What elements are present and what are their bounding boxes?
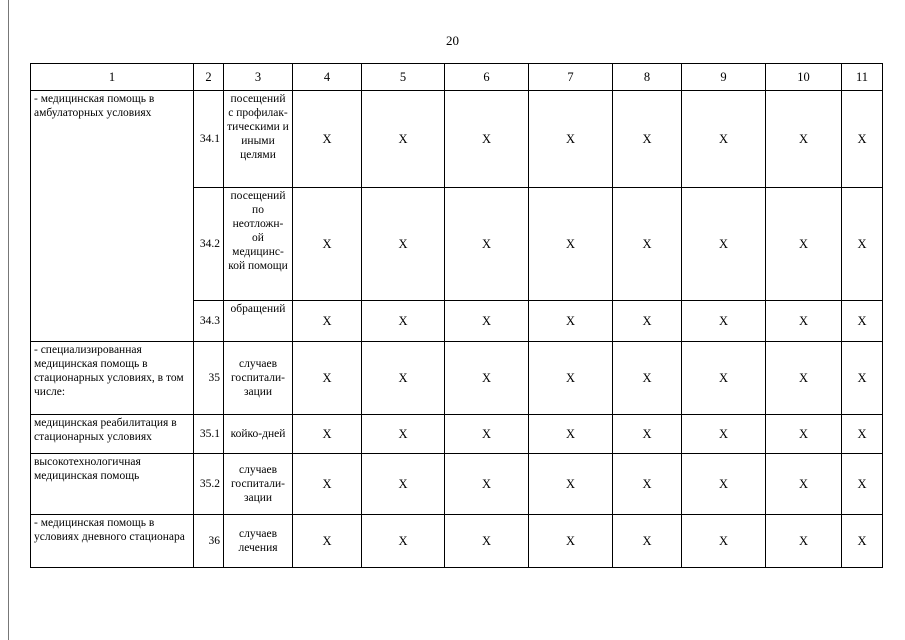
value-cell: Х: [362, 515, 445, 568]
row-unit-cell: случаев лечения: [224, 515, 293, 568]
row-unit-cell: случаев госпитали-зации: [224, 454, 293, 515]
value-cell: Х: [362, 91, 445, 188]
table-row: [31, 342, 883, 415]
table-row: [31, 454, 883, 515]
value-cell: Х: [529, 301, 613, 342]
value-cell: Х: [529, 91, 613, 188]
row-name-cell: медицинская реабилитация в стационарных условиях: [31, 415, 194, 454]
row-number-cell: 34.1: [194, 91, 224, 188]
value-cell: Х: [613, 515, 682, 568]
table-row: [31, 515, 883, 568]
row-unit-cell: посещений по неотложн-ой медицинс-кой помощи: [224, 188, 293, 301]
value-cell: Х: [445, 301, 529, 342]
value-cell: Х: [682, 301, 766, 342]
value-cell: Х: [613, 415, 682, 454]
row-number-cell: 34.3: [194, 301, 224, 342]
value-cell: Х: [682, 342, 766, 415]
row-name-cell: - специализированная медицинская помощь в стационарных условиях, в том числе:: [31, 342, 194, 415]
value-cell: Х: [682, 454, 766, 515]
value-cell: Х: [293, 91, 362, 188]
value-cell: Х: [529, 515, 613, 568]
value-cell: Х: [682, 91, 766, 188]
row-number-cell: 34.2: [194, 188, 224, 301]
value-cell: Х: [766, 188, 842, 301]
value-cell: Х: [362, 188, 445, 301]
column-header: 6: [445, 64, 529, 91]
value-cell: Х: [362, 415, 445, 454]
value-cell: Х: [842, 454, 883, 515]
column-header: 3: [224, 64, 293, 91]
row-number-cell: 36: [194, 515, 224, 568]
value-cell: Х: [445, 454, 529, 515]
value-cell: Х: [766, 415, 842, 454]
value-cell: Х: [766, 515, 842, 568]
row-number-cell: 35.1: [194, 415, 224, 454]
row-number-cell: 35.2: [194, 454, 224, 515]
value-cell: Х: [362, 454, 445, 515]
table-row: [31, 91, 883, 188]
value-cell: Х: [842, 301, 883, 342]
value-cell: Х: [362, 301, 445, 342]
column-header: 1: [31, 64, 194, 91]
value-cell: Х: [766, 301, 842, 342]
value-cell: Х: [613, 91, 682, 188]
column-header: 5: [362, 64, 445, 91]
table-row: [31, 415, 883, 454]
page-left-edge: [8, 0, 9, 640]
value-cell: Х: [766, 342, 842, 415]
value-cell: Х: [293, 188, 362, 301]
row-unit-cell: койко-дней: [224, 415, 293, 454]
row-unit-cell: случаев госпитали-зации: [224, 342, 293, 415]
value-cell: Х: [293, 342, 362, 415]
value-cell: Х: [766, 91, 842, 188]
value-cell: Х: [362, 342, 445, 415]
value-cell: Х: [445, 188, 529, 301]
value-cell: Х: [529, 454, 613, 515]
value-cell: Х: [529, 342, 613, 415]
column-header: 4: [293, 64, 362, 91]
column-header: 10: [766, 64, 842, 91]
value-cell: Х: [682, 415, 766, 454]
value-cell: Х: [842, 515, 883, 568]
column-header: 7: [529, 64, 613, 91]
row-unit-cell: обращений: [224, 301, 293, 342]
value-cell: Х: [293, 454, 362, 515]
value-cell: Х: [293, 515, 362, 568]
value-cell: Х: [293, 415, 362, 454]
row-name-cell: высокотехнологичная медицинская помощь: [31, 454, 194, 515]
column-header: 11: [842, 64, 883, 91]
value-cell: Х: [445, 342, 529, 415]
value-cell: Х: [613, 342, 682, 415]
column-header: 2: [194, 64, 224, 91]
value-cell: Х: [293, 301, 362, 342]
row-name-cell: - медицинская помощь в амбулаторных условиях: [31, 91, 194, 342]
value-cell: Х: [445, 91, 529, 188]
row-number-cell: 35: [194, 342, 224, 415]
value-cell: Х: [842, 342, 883, 415]
row-unit-cell: посещений с профилак-тическими и иными целями: [224, 91, 293, 188]
value-cell: Х: [842, 415, 883, 454]
value-cell: Х: [529, 415, 613, 454]
column-header: 8: [613, 64, 682, 91]
row-name-cell: - медицинская помощь в условиях дневного стационара: [31, 515, 194, 568]
header-row: [31, 64, 883, 91]
value-cell: Х: [613, 454, 682, 515]
value-cell: Х: [613, 301, 682, 342]
value-cell: Х: [445, 415, 529, 454]
value-cell: Х: [682, 188, 766, 301]
page-number: 20: [446, 33, 459, 48]
value-cell: Х: [613, 188, 682, 301]
value-cell: Х: [445, 515, 529, 568]
value-cell: Х: [842, 91, 883, 188]
column-header: 9: [682, 64, 766, 91]
data-table: [30, 63, 883, 568]
value-cell: Х: [842, 188, 883, 301]
value-cell: Х: [529, 188, 613, 301]
value-cell: Х: [766, 454, 842, 515]
value-cell: Х: [682, 515, 766, 568]
